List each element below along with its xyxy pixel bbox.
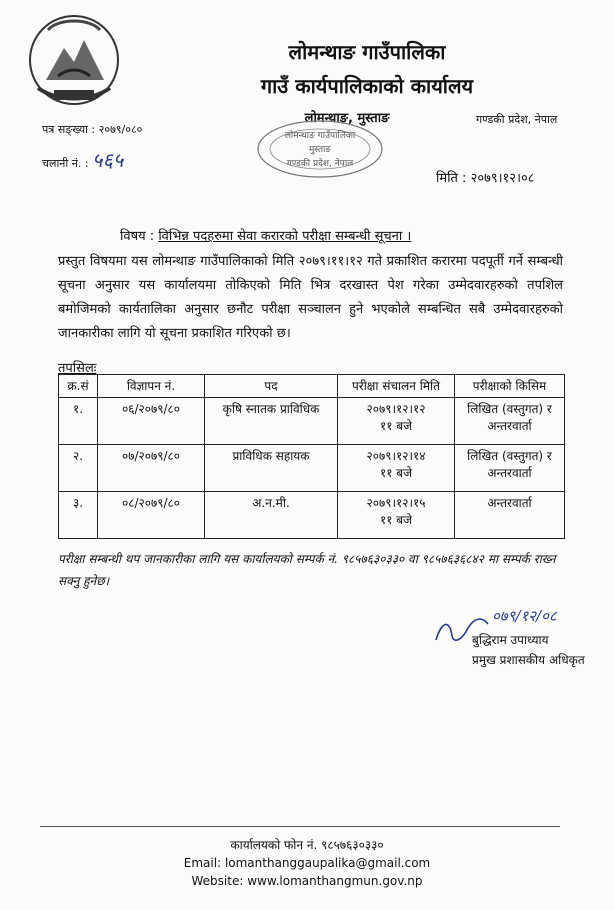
row-exam-date [338, 492, 455, 539]
phone-value: ९८५७६३०३३० [321, 838, 384, 852]
stamp-text-top: लोमन्थाङ गाउँपालिका [284, 131, 356, 141]
letter-number-label: पत्र सङ्ख्या : [42, 123, 96, 136]
date-label: मिति : [436, 171, 467, 186]
footer-email [0, 856, 614, 870]
stamp-text-bottom: गण्डकी प्रदेश, नेपाल [286, 159, 354, 169]
row-ad-no: ०६/२०७९/८० [98, 398, 205, 445]
dispatch-number-label: चलानी नं. : [42, 157, 89, 170]
document-date [436, 168, 535, 186]
row-time: ११ बजे [379, 513, 413, 527]
footer-website [0, 874, 614, 888]
letter-number-value: २०७९/०८० [98, 123, 143, 136]
phone-label: कार्यालयको फोन नं. [230, 838, 318, 852]
footer-divider [40, 826, 560, 827]
table-header-row [59, 375, 565, 398]
row-time: ११ बजे [379, 466, 413, 480]
stamp-text-middle: मुस्ताङ [308, 145, 332, 155]
municipality-name: लोमन्थाङ गाउँपालिका [288, 40, 446, 64]
row-date: २०७९।१२।१२ [366, 402, 426, 416]
website-link[interactable]: www.lomanthangmun.gov.np [247, 874, 423, 888]
row-post: अ.न.मी. [205, 492, 338, 539]
signer-title: प्रमुख प्रशासकीय अधिकृत [472, 653, 585, 667]
row-date: २०७९।१२।१४ [366, 449, 426, 463]
row-exam-type: अन्तरवार्ता [455, 492, 565, 539]
row-exam-type: लिखित (वस्तुगत) र अन्तरवार्ता [455, 398, 565, 445]
row-time: ११ बजे [379, 419, 413, 433]
header-exam-date: परीक्षा संचालन मिति [338, 375, 455, 398]
office-name: गाउँ कार्यपालिकाको कार्यालय [260, 74, 474, 98]
row-date: २०७९।१२।१५ [366, 496, 426, 510]
row-post: कृषि स्नातक प्राविधिक [205, 398, 338, 445]
header-ad-no: विज्ञापन नं. [98, 375, 205, 398]
website-label: Website: [191, 874, 244, 888]
office-location: लोमन्थाङ, मुस्ताङ [304, 111, 390, 126]
schedule-label: तपसिलः [58, 361, 97, 376]
row-exam-date [338, 445, 455, 492]
subject-line [120, 226, 411, 244]
row-exam-type: लिखित (वस्तुगत) र अन्तरवार्ता [455, 445, 565, 492]
row-exam-date [338, 398, 455, 445]
body-paragraph: प्रस्तुत विषयमा यस लोमन्थाङ गाउँपालिकाको मिति २०७९।११।१२ गते प्रकाशित करारमा पदपूर्ती गर्ने सम्बन्धी सूचना अनुसार यस कार्यालयमा तोकिएको मिति भित्र दरखास्त पेश गरेका उम्मेदवारहरुको तपशिल बमोजिमको कार्यतालिका अनुसार छनौट परीक्षा सञ्चालन हुने भएकोले सम्बन्धित सबै उम्मेदवारहरुको जानकारीका लागि यो सूचना प्रकाशित गरिएको छ। [58, 254, 563, 341]
row-ad-no: ०७/२०७९/८० [98, 445, 205, 492]
subject-label: विषय : [120, 229, 155, 244]
date-value: २०७९।१२।०८ [470, 171, 535, 186]
subject-text: विभिन्न पदहरुमा सेवा करारको परीक्षा सम्बन्धी सूचना । [158, 229, 412, 244]
letter-number [42, 122, 142, 137]
exam-schedule-table [58, 374, 565, 539]
email-link[interactable]: lomanthanggaupalika@gmail.com [224, 856, 431, 870]
header-post: पद [205, 375, 338, 398]
footer-phone [0, 836, 614, 853]
signature-date: ०७९/१२/०८ [492, 607, 557, 625]
table-row [59, 445, 565, 492]
table-row [59, 398, 565, 445]
header-sn: क्र.सं [59, 375, 98, 398]
contact-note: परीक्षा सम्बन्धी थप जानकारीका लागि यस कार्यालयको सम्पर्क नं. ९८५७६३०३३० वा ९८५७६३६८४२ मा सम्पर्क राख्न सक्नु हुनेछ। [58, 552, 556, 588]
row-sn: ३. [59, 492, 98, 539]
table-row [59, 492, 565, 539]
row-post: प्राविधिक सहायक [205, 445, 338, 492]
signer-name: बुद्धिराम उपाध्याय [472, 633, 549, 647]
row-sn: १. [59, 398, 98, 445]
row-ad-no: ०८/२०७९/८० [98, 492, 205, 539]
row-sn: २. [59, 445, 98, 492]
email-label: Email: [183, 856, 222, 870]
province: गण्डकी प्रदेश, नेपाल [476, 113, 558, 126]
signer-block [472, 630, 585, 670]
dispatch-number [42, 146, 123, 173]
header-exam-type: परीक्षाको किसिम [455, 375, 565, 398]
dispatch-number-value: ५६५ [92, 148, 124, 172]
